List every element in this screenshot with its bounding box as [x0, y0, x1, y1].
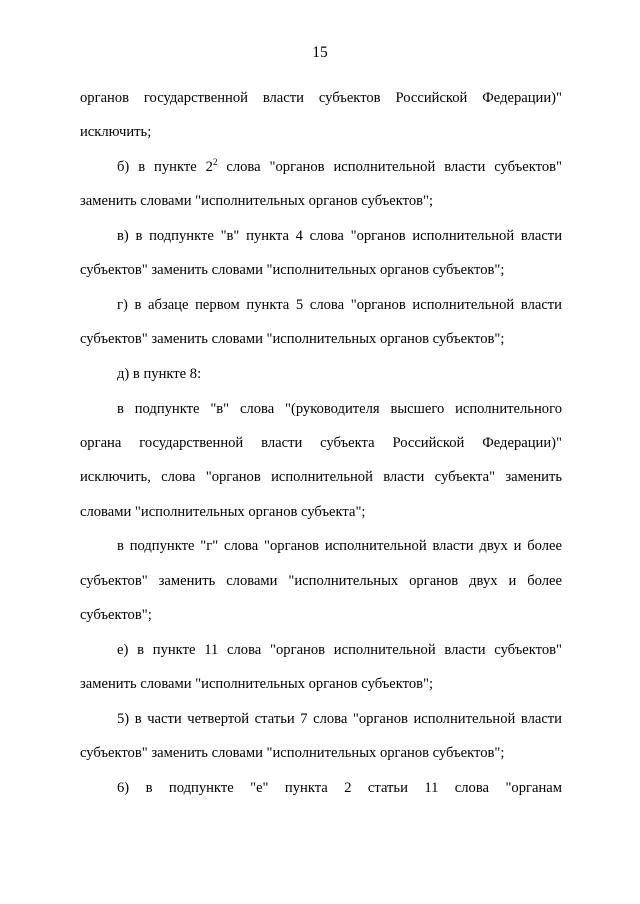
text-line: е) в пункте 11 слова "органов исполнительной власти субъектов" [117, 642, 562, 658]
text-segment: б) в пункте 2 [117, 159, 213, 175]
text-line: субъектов" заменить словами "исполнительных органов субъектов"; [80, 331, 505, 347]
text-line: в подпункте "г" слова "органов исполнительной власти двух и более [117, 538, 562, 554]
superscript: 2 [212, 157, 218, 167]
text-line: в) в подпункте "в" пункта 4 слова "органов исполнительной власти [117, 228, 562, 244]
page-number: 15 [312, 44, 328, 61]
text-segment: слова "органов исполнительной власти субъектов" [217, 159, 562, 175]
text-line: субъектов" заменить словами "исполнительных органов двух и более [80, 573, 562, 589]
text-line: органа государственной власти субъекта Российской Федерации)" [80, 435, 562, 451]
text-line: 6) в подпункте "е" пункта 2 статьи 11 слова "органам [117, 780, 562, 796]
text-line: субъектов" заменить словами "исполнительных органов субъектов"; [80, 745, 505, 761]
text-line: органов государственной власти субъектов Российской Федерации)" [80, 90, 562, 106]
text-line: исключить; [80, 124, 152, 140]
text-line: 5) в части четвертой статьи 7 слова "органов исполнительной власти [117, 711, 562, 727]
text-line: заменить словами "исполнительных органов субъектов"; [80, 676, 434, 692]
text-line: г) в абзаце первом пункта 5 слова "органов исполнительной власти [117, 297, 562, 313]
text-line: словами "исполнительных органов субъекта"; [80, 504, 366, 520]
text-line: д) в пункте 8: [117, 366, 202, 382]
text-line: субъектов" заменить словами "исполнительных органов субъектов"; [80, 262, 505, 278]
text-line: субъектов"; [80, 607, 152, 623]
text-line: в подпункте "в" слова "(руководителя высшего исполнительного [117, 401, 562, 417]
text-line [117, 158, 562, 176]
text-line: исключить, слова "органов исполнительной власти субъекта" заменить [80, 469, 562, 485]
text-line: заменить словами "исполнительных органов субъектов"; [80, 193, 434, 209]
